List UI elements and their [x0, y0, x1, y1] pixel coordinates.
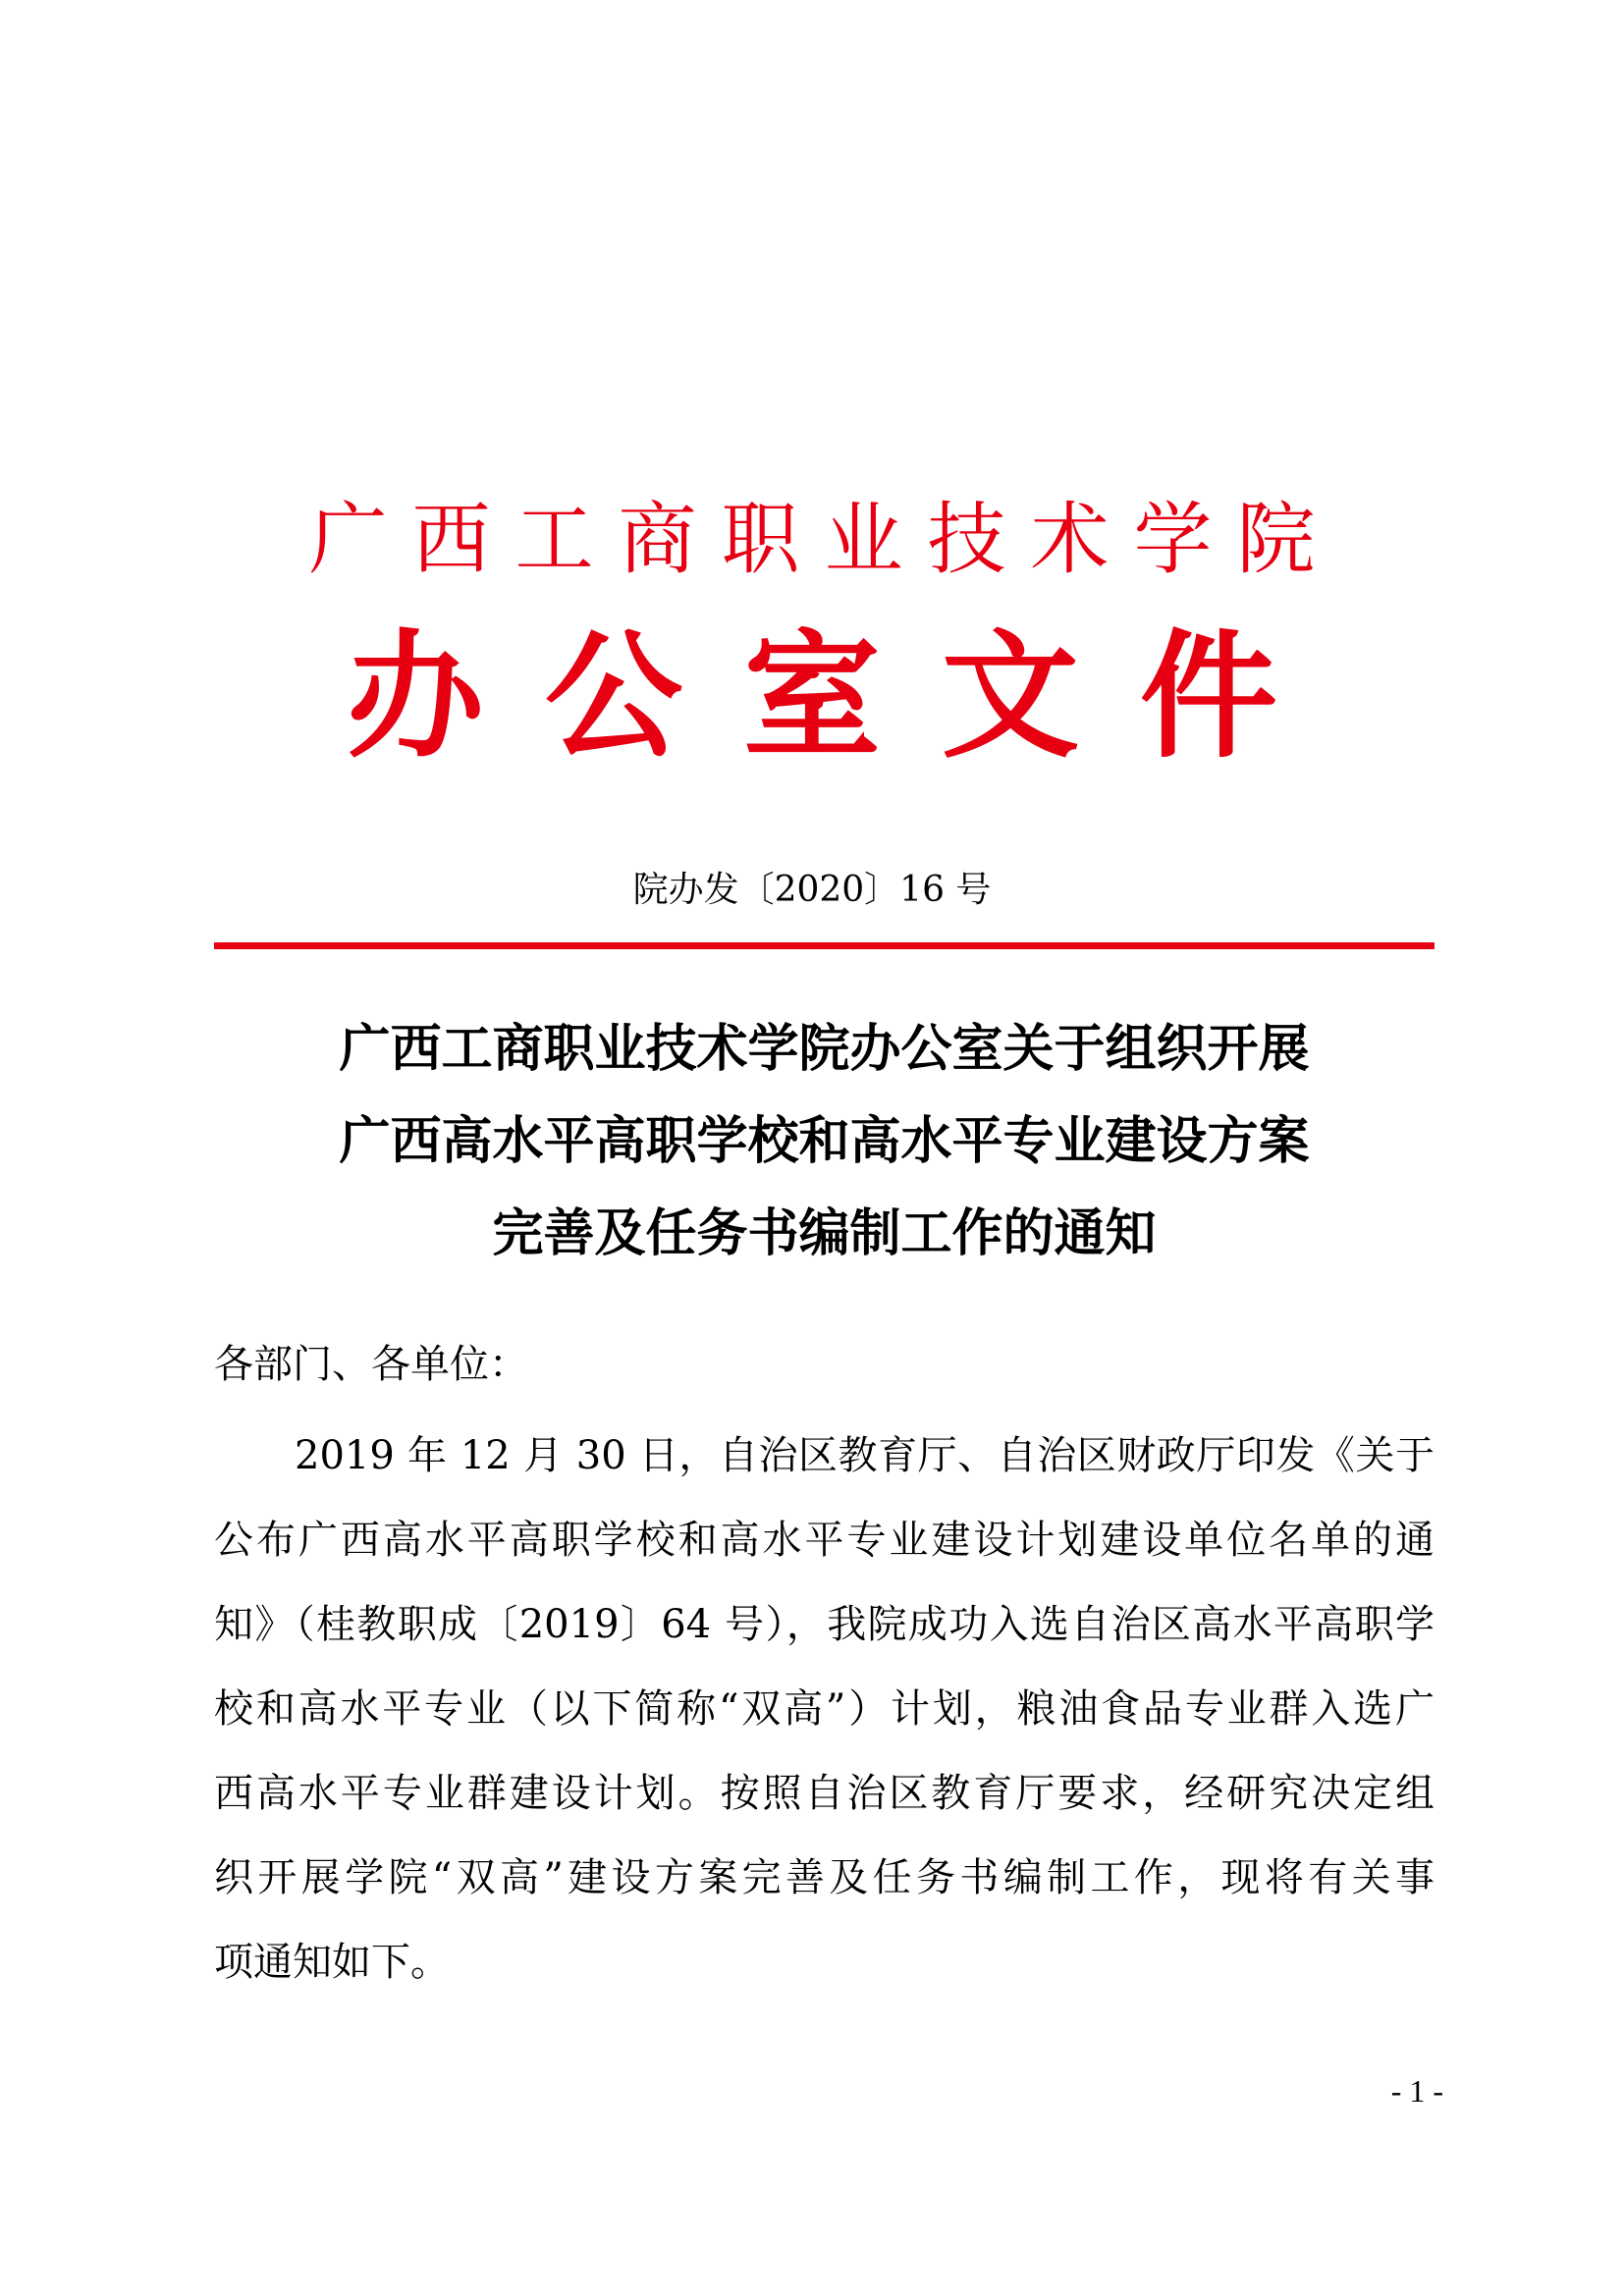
document-title — [214, 1003, 1435, 1280]
body-line: 织开展学院“双高”建设方案完善及任务书编制工作，现将有关事 — [214, 1855, 1435, 1900]
title-line: 广西工商职业技术学院办公室关于组织开展 — [339, 1020, 1310, 1079]
salutation: 各部门、各单位： — [214, 1342, 528, 1387]
body-line: 校和高水平专业（以下简称“双高”）计划，粮油食品专业群入选广 — [214, 1686, 1435, 1732]
body-line: 知》（桂教职成〔2019〕64 号），我院成功入选自治区高水平高职学 — [214, 1602, 1435, 1647]
body-line: 项通知如下。 — [214, 1940, 450, 1985]
body-paragraph — [214, 1414, 1435, 2004]
header-organization-name: 广西工商职业技术学院 — [308, 494, 1340, 585]
page-number: - 1 - — [1390, 2073, 1443, 2109]
body-line: 2019 年 12 月 30 日，自治区教育厅、自治区财政厅印发《关于 — [295, 1433, 1435, 1478]
title-line: 广西高水平高职学校和高水平专业建设方案 — [339, 1112, 1310, 1171]
header-document-type: 办公室文件 — [346, 616, 1338, 777]
title-line: 完善及任务书编制工作的通知 — [492, 1204, 1157, 1263]
body-line: 公布广西高水平高职学校和高水平专业建设计划建设单位名单的通 — [214, 1518, 1435, 1563]
red-header-rule — [214, 942, 1435, 949]
document-number: 院办发〔2020〕16 号 — [632, 870, 992, 910]
body-line: 西高水平专业群建设计划。按照自治区教育厅要求，经研究决定组 — [214, 1771, 1435, 1816]
